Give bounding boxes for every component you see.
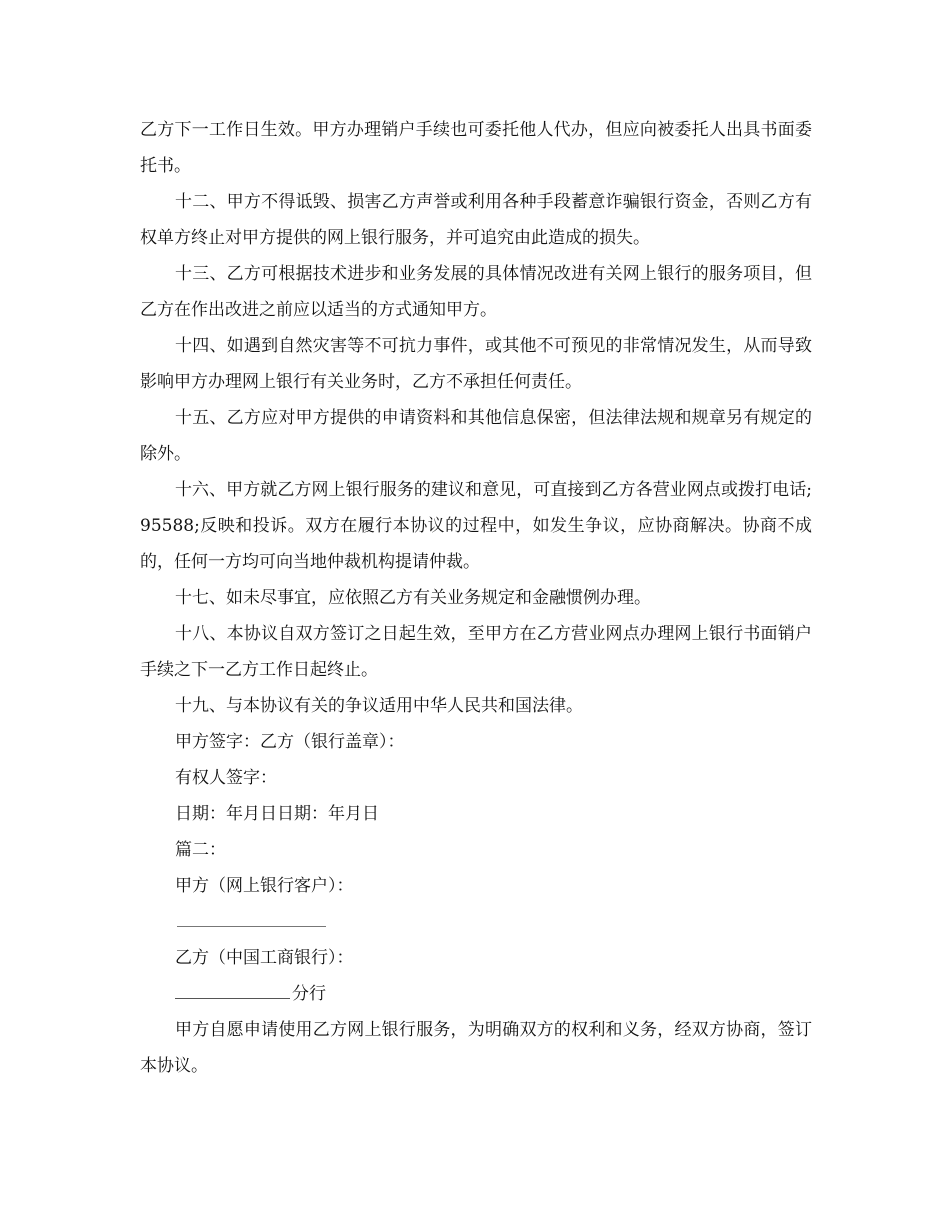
branch-blank-underline — [175, 978, 290, 999]
clause-18: 十八、本协议自双方签订之日起生效，至甲方在乙方营业网点办理网上银行书面销户手续之下一乙方工作日起终止。 — [140, 624, 812, 680]
document-body — [140, 112, 812, 1084]
clause-14: 十四、如遇到自然灾害等不可抗力事件，或其他不可预见的非常情况发生，从而导致影响甲方办理网上银行有关业务时，乙方不承担任何责任。 — [140, 336, 812, 392]
branch-suffix: 分行 — [292, 984, 326, 1004]
closing-paragraph: 甲方自愿申请使用乙方网上银行服务，为明确双方的权利和义务，经双方协商，签订本协议。 — [140, 1020, 812, 1076]
clause-16: 十六、甲方就乙方网上银行服务的建议和意见，可直接到乙方各营业网点或拨打电话;95588;反映和投诉。双方在履行本协议的过程中，如发生争议，应协商解决。协商不成的，任何一方均可向当地仲裁机构提请仲裁。 — [140, 480, 812, 572]
clause-19: 十九、与本协议有关的争议适用中华人民共和国法律。 — [175, 696, 583, 716]
party-b-label: 乙方（中国工商银行）： — [175, 948, 354, 968]
section-label: 篇二： — [175, 840, 226, 860]
clause-17: 十七、如未尽事宜，应依照乙方有关业务规定和金融惯例办理。 — [175, 588, 651, 608]
party-a-blank — [140, 904, 812, 940]
blank-underline — [177, 926, 326, 927]
clause-12: 十二、甲方不得诋毁、损害乙方声誉或利用各种手段蓄意诈骗银行资金，否则乙方有权单方终止对甲方提供的网上银行服务，并可追究由此造成的损失。 — [140, 192, 812, 248]
clause-13: 十三、乙方可根据技术进步和业务发展的具体情况改进有关网上银行的服务项目，但乙方在作出改进之前应以适当的方式通知甲方。 — [140, 264, 812, 320]
party-a-label: 甲方（网上银行客户）： — [175, 876, 354, 896]
paragraph-continuation: 乙方下一工作日生效。甲方办理销户手续也可委托他人代办，但应向被委托人出具书面委托书。 — [140, 120, 812, 176]
authorized-signature-line: 有权人签字： — [175, 768, 277, 788]
branch-line — [140, 976, 812, 1012]
signature-line: 甲方签字：乙方（银行盖章）： — [175, 732, 405, 752]
clause-15: 十五、乙方应对甲方提供的申请资料和其他信息保密，但法律法规和规章另有规定的除外。 — [140, 408, 812, 464]
date-line: 日期：年月日日期：年月日 — [175, 804, 379, 824]
